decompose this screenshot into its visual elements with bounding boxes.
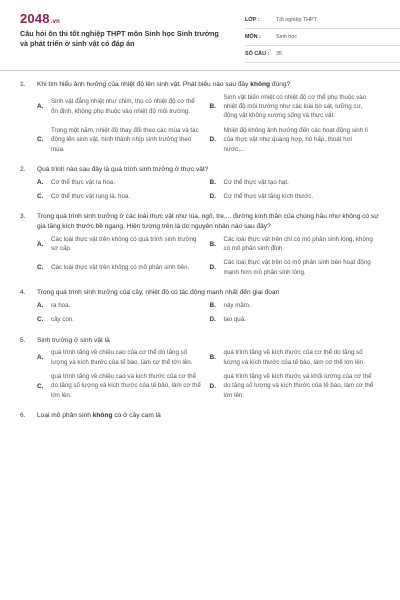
- meta-row-class: [245, 12, 400, 29]
- option-text: Cơ thể thực vật rụng lá, hoa.: [51, 193, 131, 201]
- answer-option[interactable]: [210, 315, 383, 324]
- page-header: [20, 0, 382, 64]
- option-label: B.: [209, 354, 216, 362]
- answer-option[interactable]: [37, 301, 210, 310]
- meta-table: [245, 12, 400, 63]
- option-text: Các loài thực vật trên không có mô phân sinh bên.: [51, 264, 190, 272]
- question-text: [37, 212, 382, 231]
- question-stem: [20, 288, 382, 298]
- option-text: Cơ thể thực vật tạo hạt.: [223, 178, 289, 186]
- answer-option[interactable]: [37, 235, 210, 254]
- question-item: [20, 288, 382, 329]
- question-text: [37, 288, 279, 298]
- answer-option[interactable]: [37, 93, 210, 121]
- answer-option[interactable]: [210, 372, 383, 400]
- site-logo[interactable]: [20, 11, 60, 26]
- meta-key: MÔN :: [245, 34, 261, 40]
- question-text: [37, 165, 208, 175]
- document-title: Câu hỏi ôn thi tốt nghiệp THPT môn Sinh học Sinh trưởng và phát triển ở sinh vật có đáp án: [20, 29, 219, 48]
- logo-text: 2048: [20, 11, 50, 26]
- option-text: cây con.: [51, 316, 75, 324]
- answer-option[interactable]: [210, 258, 383, 277]
- answer-option[interactable]: [210, 93, 383, 121]
- option-text: ra hoa.: [51, 301, 71, 309]
- option-text: quá trình tăng về kích thước của cơ thể do tăng số lượng và kích thước của tế bào, làm cơ thể lớn lên.: [223, 349, 365, 366]
- question-text-part: có ở cây cam là: [112, 412, 161, 420]
- question-item: [20, 411, 382, 421]
- option-text: tạo quả.: [223, 316, 246, 324]
- answer-option[interactable]: [210, 178, 383, 187]
- header-divider: [0, 70, 400, 71]
- meta-key: SỐ CÂU :: [245, 51, 270, 57]
- question-number: 4.: [20, 289, 26, 297]
- option-label: B.: [209, 302, 216, 310]
- question-stem: [20, 80, 382, 90]
- option-text: Sinh vật đẳng nhiệt như chim, thú có nhiệt độ cơ thể ổn định, không phụ thuộc vào nhiệt độ môi trường.: [51, 98, 195, 115]
- option-label: C.: [37, 382, 44, 390]
- question-text: [37, 411, 161, 421]
- option-label: A.: [37, 240, 44, 248]
- question-text-part: Trong quá trình sinh trưởng của cây, nhiệt độ có tác động mạnh nhất đến giai đoạn: [37, 289, 280, 297]
- option-label: D.: [209, 193, 216, 201]
- option-label: A.: [37, 178, 44, 186]
- option-text: quá trình tăng về chiều cao và kích thước của cơ thể do tăng số lượng và kích thước của tế bào, làm cơ thể lớn lên.: [51, 373, 201, 399]
- option-text: Các loài thực vật trên có mô phân sinh bên hoạt động mạnh hơn mô phân sinh lóng.: [223, 259, 371, 276]
- answer-option[interactable]: [37, 258, 210, 277]
- option-text: Trong một năm, nhiệt độ thay đổi theo các mùa và tác động lên sinh vật, hình thành nhịp sinh trưởng theo mùa.: [51, 126, 199, 153]
- option-text: quá trình tăng về kích thước và khối lượng của cơ thể do tăng số lượng và kích thước của tế bào, làm cơ thể lớn lên.: [223, 373, 374, 399]
- question-number: 3.: [20, 213, 26, 221]
- meta-row-subject: [245, 29, 400, 46]
- question-stem: [20, 212, 382, 231]
- option-label: D.: [209, 136, 216, 144]
- logo-suffix: .vn: [50, 19, 61, 25]
- option-label: C.: [37, 136, 44, 144]
- option-label: B.: [209, 178, 216, 186]
- question-text-part: Quá trình nào sau đây là quá trình sinh trưởng ở thực vật?: [37, 166, 209, 174]
- question-number: 6.: [20, 412, 26, 420]
- meta-value: Sinh học: [276, 34, 297, 40]
- question-item: [20, 165, 382, 206]
- question-text: [37, 80, 290, 90]
- answer-option[interactable]: [37, 348, 210, 367]
- option-text: Sinh vật biến nhiệt có nhiệt độ cơ thể phụ thuộc vào nhiệt độ môi trường như các loài bò sát, lưỡng cư, động vật không xương sống và thực vật.: [223, 93, 367, 120]
- question-item: [20, 80, 382, 159]
- question-text-emphasis: không: [92, 412, 113, 420]
- option-label: C.: [37, 316, 44, 324]
- question-list: [20, 80, 382, 427]
- question-text-part: đúng?: [270, 81, 291, 88]
- option-label: A.: [37, 302, 44, 310]
- answer-option[interactable]: [210, 235, 383, 254]
- meta-value: Tốt nghiệp THPT: [276, 17, 317, 23]
- answer-options: [37, 301, 382, 330]
- option-label: D.: [209, 264, 216, 272]
- answer-option[interactable]: [210, 192, 383, 201]
- answer-options: [37, 178, 382, 207]
- question-stem: [20, 411, 382, 421]
- option-text: Cơ thể thực vật tăng kích thước.: [223, 193, 314, 201]
- option-text: Cơ thể thực vật ra hoa.: [51, 178, 115, 186]
- option-label: C.: [37, 264, 44, 272]
- option-label: A.: [37, 103, 44, 111]
- option-label: C.: [37, 193, 44, 201]
- meta-row-count: [245, 46, 400, 63]
- answer-option[interactable]: [37, 372, 210, 400]
- answer-option[interactable]: [37, 178, 210, 187]
- question-text-part: Trong quá trình sinh trưởng ở các loài thực vật như lúa, ngô, tre,... đường kính thân của chúng hầu như không có sự gia tăng kích thước bề ngang. Hiện tượng trên là do nguyên nhân nào sau đây?: [37, 213, 379, 231]
- option-text: nảy mầm.: [223, 301, 251, 309]
- question-stem: [20, 336, 382, 346]
- question-item: [20, 336, 382, 406]
- question-stem: [20, 165, 382, 175]
- option-text: Các loài thực vật trên không có quá trình sinh trưởng sơ cấp.: [51, 235, 197, 253]
- option-label: B.: [209, 240, 216, 248]
- option-text: Các loài thực vật trên chỉ có mô phân sinh lóng, không có mô phân sinh đỉnh.: [223, 235, 373, 253]
- question-text: [37, 336, 110, 346]
- question-number: 2.: [20, 166, 26, 174]
- option-label: D.: [209, 382, 216, 390]
- option-label: A.: [37, 354, 44, 362]
- question-number: 5.: [20, 336, 26, 344]
- answer-option[interactable]: [210, 348, 383, 367]
- answer-option[interactable]: [210, 126, 383, 154]
- option-text: Nhiệt độ không ảnh hưởng đến các hoạt động sinh lí của thực vật như quang hợp, hô hấp, thoát hơi nước,...: [223, 126, 368, 153]
- option-label: B.: [209, 103, 216, 111]
- answer-option[interactable]: [37, 192, 210, 201]
- answer-options: [37, 348, 382, 405]
- meta-key: LỚP :: [245, 17, 260, 23]
- option-text: quá trình tăng về chiều cao của cơ thể do tăng số lượng và kích thước của tế bào, làm cơ thể lớn lên.: [51, 349, 193, 366]
- answer-option[interactable]: [37, 315, 210, 324]
- meta-value: 35: [276, 51, 282, 57]
- answer-options: [37, 93, 382, 159]
- question-text-part: Sinh trưởng ở sinh vật là: [37, 336, 110, 344]
- option-label: D.: [209, 316, 216, 324]
- question-number: 1.: [20, 81, 26, 88]
- question-text-part: Khi tìm hiểu ảnh hưởng của nhiệt độ lên sinh vật. Phát biểu nào sau đây: [37, 81, 251, 88]
- question-text-emphasis: không: [250, 81, 271, 88]
- question-text-part: Loại mô phân sinh: [37, 412, 93, 420]
- answer-option[interactable]: [210, 301, 383, 310]
- answer-options: [37, 235, 382, 283]
- answer-option[interactable]: [37, 126, 210, 154]
- question-item: [20, 212, 382, 282]
